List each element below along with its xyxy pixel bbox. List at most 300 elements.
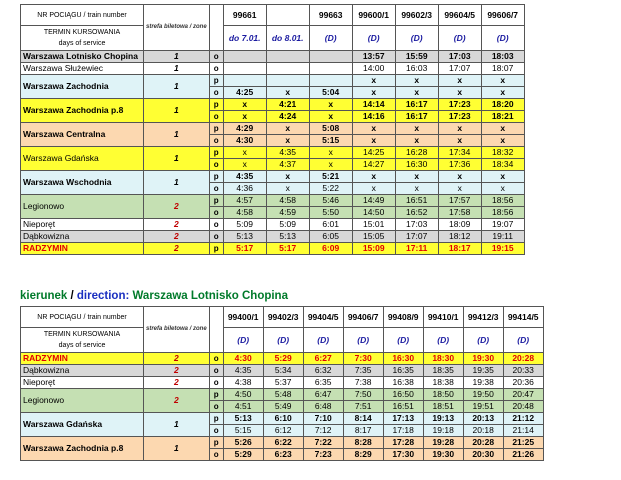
time-cell: 15:05 bbox=[352, 231, 395, 243]
time-cell bbox=[266, 75, 309, 87]
time-cell: 19:07 bbox=[481, 219, 524, 231]
train-number: 99414/5 bbox=[503, 307, 543, 328]
time-cell: x bbox=[309, 147, 352, 159]
time-cell: 17:57 bbox=[438, 195, 481, 207]
arrival-departure-marker: p bbox=[209, 195, 223, 207]
arrival-departure-marker: o bbox=[209, 87, 223, 99]
table-row bbox=[21, 63, 525, 75]
header-days-row bbox=[21, 328, 544, 353]
time-cell: 17:34 bbox=[438, 147, 481, 159]
time-cell: 18:50 bbox=[423, 389, 463, 401]
time-cell: x bbox=[352, 135, 395, 147]
days-of-service: do 8.01. bbox=[266, 26, 309, 51]
train-number: 99402/3 bbox=[263, 307, 303, 328]
time-cell: x bbox=[438, 135, 481, 147]
time-cell: 5:29 bbox=[263, 353, 303, 365]
time-cell: x bbox=[223, 99, 266, 111]
arrival-departure-marker: o bbox=[209, 231, 223, 243]
time-cell: 17:23 bbox=[438, 111, 481, 123]
time-cell: x bbox=[481, 87, 524, 99]
time-cell: x bbox=[438, 171, 481, 183]
time-cell: 15:09 bbox=[352, 243, 395, 255]
time-cell: 19:18 bbox=[423, 425, 463, 437]
train-number: 99661 bbox=[223, 5, 266, 26]
table-row bbox=[21, 413, 544, 425]
time-cell: 18:20 bbox=[481, 99, 524, 111]
days-of-service: (D) bbox=[503, 328, 543, 353]
station-name: RADZYMIN bbox=[21, 243, 144, 255]
time-cell: 8:29 bbox=[343, 449, 383, 461]
time-cell: 16:51 bbox=[395, 195, 438, 207]
time-cell: 13:57 bbox=[352, 51, 395, 63]
time-cell: 19:30 bbox=[463, 353, 503, 365]
zone-value: 1 bbox=[144, 413, 210, 437]
zone-header: strefa biletowa / zone bbox=[144, 307, 210, 353]
zone-value: 1 bbox=[144, 51, 210, 63]
time-cell: x bbox=[481, 171, 524, 183]
time-cell: x bbox=[395, 75, 438, 87]
time-cell: 5:13 bbox=[266, 231, 309, 243]
arrival-departure-marker: o bbox=[209, 365, 223, 377]
time-cell: 17:28 bbox=[383, 437, 423, 449]
time-cell: 16:17 bbox=[395, 111, 438, 123]
time-cell: 5:21 bbox=[309, 171, 352, 183]
arrival-departure-marker: p bbox=[209, 147, 223, 159]
time-cell: 8:17 bbox=[343, 425, 383, 437]
station-name: Warszawa Centralna bbox=[21, 123, 144, 147]
zone-header: strefa biletowa / zone bbox=[144, 5, 210, 51]
table-row bbox=[21, 377, 544, 389]
days-of-service: (D) bbox=[343, 328, 383, 353]
time-cell: 18:34 bbox=[481, 159, 524, 171]
time-cell: 14:14 bbox=[352, 99, 395, 111]
time-cell: 6:12 bbox=[263, 425, 303, 437]
time-cell: 5:15 bbox=[309, 135, 352, 147]
table-row bbox=[21, 353, 544, 365]
table-row bbox=[21, 389, 544, 401]
station-name: Legionowo bbox=[21, 195, 144, 219]
table-row bbox=[21, 51, 525, 63]
zone-value: 2 bbox=[144, 195, 210, 219]
arrival-departure-marker: o bbox=[209, 51, 223, 63]
days-label-pl: TERMIN KURSOWANIA bbox=[43, 331, 121, 338]
time-cell: 7:35 bbox=[343, 365, 383, 377]
time-cell: 4:29 bbox=[223, 123, 266, 135]
time-cell: 5:26 bbox=[223, 437, 263, 449]
train-number: 99663 bbox=[309, 5, 352, 26]
time-cell: 16:52 bbox=[395, 207, 438, 219]
time-cell: 19:30 bbox=[423, 449, 463, 461]
time-cell: 19:28 bbox=[423, 437, 463, 449]
station-name: Warszawa Gdańska bbox=[21, 413, 144, 437]
zone-value: 1 bbox=[144, 147, 210, 171]
time-cell: x bbox=[395, 183, 438, 195]
time-cell: 16:35 bbox=[383, 365, 423, 377]
zone-value: 1 bbox=[144, 99, 210, 123]
time-cell: x bbox=[481, 75, 524, 87]
time-cell: x bbox=[352, 75, 395, 87]
time-cell: 6:10 bbox=[263, 413, 303, 425]
time-cell: 21:14 bbox=[503, 425, 543, 437]
time-cell: 16:50 bbox=[383, 389, 423, 401]
time-cell: 5:29 bbox=[223, 449, 263, 461]
arrival-departure-marker: p bbox=[209, 389, 223, 401]
time-cell: 17:03 bbox=[438, 51, 481, 63]
table-row bbox=[21, 231, 525, 243]
arrival-departure-marker: o bbox=[209, 183, 223, 195]
time-cell: 8:28 bbox=[343, 437, 383, 449]
zone-value: 1 bbox=[144, 75, 210, 99]
time-cell: 6:47 bbox=[303, 389, 343, 401]
arrival-departure-marker: o bbox=[209, 135, 223, 147]
arrival-departure-marker: o bbox=[209, 111, 223, 123]
time-cell: 17:58 bbox=[438, 207, 481, 219]
arrival-departure-marker: o bbox=[209, 63, 223, 75]
time-cell: 4:35 bbox=[223, 365, 263, 377]
time-cell: x bbox=[266, 123, 309, 135]
table-row bbox=[21, 123, 525, 135]
time-cell: 7:30 bbox=[343, 353, 383, 365]
station-name: Warszawa Wschodnia bbox=[21, 171, 144, 195]
zone-value: 2 bbox=[144, 389, 210, 413]
time-cell: x bbox=[223, 147, 266, 159]
train-number bbox=[266, 5, 309, 26]
days-of-service: (D) bbox=[352, 26, 395, 51]
time-cell: x bbox=[309, 99, 352, 111]
time-cell: 18:32 bbox=[481, 147, 524, 159]
days-of-service: (D) bbox=[481, 26, 524, 51]
time-cell: 6:23 bbox=[263, 449, 303, 461]
time-cell: 14:25 bbox=[352, 147, 395, 159]
table-row bbox=[21, 365, 544, 377]
time-cell: x bbox=[309, 111, 352, 123]
days-of-service: (D) bbox=[438, 26, 481, 51]
time-cell: x bbox=[352, 183, 395, 195]
zone-value: 1 bbox=[144, 171, 210, 195]
time-cell: 4:38 bbox=[223, 377, 263, 389]
time-cell: 4:35 bbox=[266, 147, 309, 159]
time-cell: x bbox=[395, 123, 438, 135]
train-number: 99406/7 bbox=[343, 307, 383, 328]
time-cell: x bbox=[438, 75, 481, 87]
train-number: 99404/5 bbox=[303, 307, 343, 328]
table-row bbox=[21, 243, 525, 255]
time-cell: x bbox=[395, 135, 438, 147]
time-cell: 5:08 bbox=[309, 123, 352, 135]
time-cell: 18:56 bbox=[481, 207, 524, 219]
zone-value: 2 bbox=[144, 377, 210, 389]
time-cell: 20:36 bbox=[503, 377, 543, 389]
time-cell: 20:28 bbox=[463, 437, 503, 449]
station-name: Warszawa Zachodnia p.8 bbox=[21, 437, 144, 461]
time-cell: 19:38 bbox=[463, 377, 503, 389]
time-cell: 6:01 bbox=[309, 219, 352, 231]
time-cell: x bbox=[438, 183, 481, 195]
station-name: Nieporęt bbox=[21, 219, 144, 231]
days-of-service: (D) bbox=[395, 26, 438, 51]
time-cell: 4:51 bbox=[223, 401, 263, 413]
station-name: Warszawa Zachodnia bbox=[21, 75, 144, 99]
time-cell: 17:18 bbox=[383, 425, 423, 437]
time-cell: 5:37 bbox=[263, 377, 303, 389]
arrival-departure-marker: p bbox=[209, 243, 223, 255]
zone-value: 2 bbox=[144, 243, 210, 255]
train-number: 99602/3 bbox=[395, 5, 438, 26]
time-cell: 7:10 bbox=[303, 413, 343, 425]
time-cell: 5:17 bbox=[266, 243, 309, 255]
time-cell: 17:23 bbox=[438, 99, 481, 111]
time-cell: x bbox=[481, 135, 524, 147]
time-cell: 4:36 bbox=[223, 183, 266, 195]
time-cell: 5:13 bbox=[223, 231, 266, 243]
direction-heading bbox=[20, 290, 288, 302]
station-name: Warszawa Zachodnia p.8 bbox=[21, 99, 144, 123]
days-of-service-label bbox=[21, 26, 144, 51]
time-cell: 5:46 bbox=[309, 195, 352, 207]
time-cell: 5:15 bbox=[223, 425, 263, 437]
time-cell: 17:30 bbox=[383, 449, 423, 461]
time-cell: 17:07 bbox=[438, 63, 481, 75]
time-cell: 7:51 bbox=[343, 401, 383, 413]
time-cell bbox=[223, 75, 266, 87]
time-cell: 19:35 bbox=[463, 365, 503, 377]
arrival-departure-marker: o bbox=[209, 377, 223, 389]
time-cell bbox=[223, 51, 266, 63]
timetable-to-radzymin bbox=[20, 4, 525, 255]
zone-value: 2 bbox=[144, 365, 210, 377]
time-cell: x bbox=[223, 159, 266, 171]
time-cell: 5:04 bbox=[309, 87, 352, 99]
table-row bbox=[21, 219, 525, 231]
time-cell: 14:49 bbox=[352, 195, 395, 207]
arrival-departure-marker: o bbox=[209, 207, 223, 219]
time-cell: 20:48 bbox=[503, 401, 543, 413]
time-cell: 5:13 bbox=[223, 413, 263, 425]
time-cell: 5:48 bbox=[263, 389, 303, 401]
time-cell: 14:50 bbox=[352, 207, 395, 219]
time-cell: 18:07 bbox=[481, 63, 524, 75]
time-cell: 17:36 bbox=[438, 159, 481, 171]
time-cell: 4:35 bbox=[223, 171, 266, 183]
days-of-service: (D) bbox=[223, 328, 263, 353]
zone-value: 2 bbox=[144, 353, 210, 365]
time-cell: 4:58 bbox=[266, 195, 309, 207]
time-cell bbox=[266, 51, 309, 63]
time-cell: 20:13 bbox=[463, 413, 503, 425]
time-cell: 17:11 bbox=[395, 243, 438, 255]
time-cell: 7:38 bbox=[343, 377, 383, 389]
station-name: Warszawa Służewiec bbox=[21, 63, 144, 75]
time-cell: x bbox=[223, 111, 266, 123]
time-cell: 14:27 bbox=[352, 159, 395, 171]
train-number-label: NR POCIĄGU / train number bbox=[21, 5, 144, 26]
train-number: 99606/7 bbox=[481, 5, 524, 26]
table-row bbox=[21, 75, 525, 87]
station-name: Dąbkowizna bbox=[21, 231, 144, 243]
time-cell: 18:38 bbox=[423, 377, 463, 389]
time-cell: 15:59 bbox=[395, 51, 438, 63]
po-header bbox=[209, 5, 223, 51]
time-cell: 4:58 bbox=[223, 207, 266, 219]
time-cell: x bbox=[266, 135, 309, 147]
time-cell: 18:21 bbox=[481, 111, 524, 123]
time-cell: 20:28 bbox=[503, 353, 543, 365]
station-name: Nieporęt bbox=[21, 377, 144, 389]
zone-value: 2 bbox=[144, 231, 210, 243]
time-cell: 17:13 bbox=[383, 413, 423, 425]
time-cell: 18:35 bbox=[423, 365, 463, 377]
zone-value: 1 bbox=[144, 63, 210, 75]
time-cell: 6:27 bbox=[303, 353, 343, 365]
time-cell: 16:03 bbox=[395, 63, 438, 75]
time-cell: 7:22 bbox=[303, 437, 343, 449]
train-number: 99400/1 bbox=[223, 307, 263, 328]
station-name: Dąbkowizna bbox=[21, 365, 144, 377]
time-cell: x bbox=[266, 183, 309, 195]
time-cell: 18:03 bbox=[481, 51, 524, 63]
time-cell: 21:26 bbox=[503, 449, 543, 461]
arrival-departure-marker: p bbox=[209, 437, 223, 449]
header-train-row bbox=[21, 5, 525, 26]
time-cell: 5:09 bbox=[266, 219, 309, 231]
days-of-service: do 7.01. bbox=[223, 26, 266, 51]
time-cell: 4:59 bbox=[266, 207, 309, 219]
time-cell: 14:16 bbox=[352, 111, 395, 123]
time-cell: x bbox=[266, 171, 309, 183]
time-cell: x bbox=[481, 123, 524, 135]
station-name: Warszawa Lotnisko Chopina bbox=[21, 51, 144, 63]
time-cell: 4:25 bbox=[223, 87, 266, 99]
days-label-pl: TERMIN KURSOWANIA bbox=[43, 29, 121, 36]
time-cell: 19:50 bbox=[463, 389, 503, 401]
days-of-service-label bbox=[21, 328, 144, 353]
time-cell: 17:03 bbox=[395, 219, 438, 231]
time-cell bbox=[223, 63, 266, 75]
direction-word: direction: bbox=[76, 290, 130, 302]
time-cell: 18:17 bbox=[438, 243, 481, 255]
arrival-departure-marker: o bbox=[209, 219, 223, 231]
time-cell bbox=[266, 63, 309, 75]
days-of-service: (D) bbox=[309, 26, 352, 51]
time-cell: 6:48 bbox=[303, 401, 343, 413]
days-label-en: days of service bbox=[58, 342, 106, 349]
time-cell: 6:09 bbox=[309, 243, 352, 255]
days-label-en: days of service bbox=[58, 40, 106, 47]
time-cell: 20:18 bbox=[463, 425, 503, 437]
arrival-departure-marker: o bbox=[209, 159, 223, 171]
time-cell: 20:30 bbox=[463, 449, 503, 461]
time-cell: 14:00 bbox=[352, 63, 395, 75]
time-cell: x bbox=[309, 159, 352, 171]
days-of-service: (D) bbox=[383, 328, 423, 353]
time-cell: 7:50 bbox=[343, 389, 383, 401]
time-cell: x bbox=[438, 87, 481, 99]
time-cell: 19:13 bbox=[423, 413, 463, 425]
time-cell: 19:15 bbox=[481, 243, 524, 255]
time-cell: 16:17 bbox=[395, 99, 438, 111]
direction-destination: Warszawa Lotnisko Chopina bbox=[132, 290, 288, 302]
arrival-departure-marker: o bbox=[209, 449, 223, 461]
time-cell: 18:56 bbox=[481, 195, 524, 207]
time-cell: 16:51 bbox=[383, 401, 423, 413]
timetable-to-airport bbox=[20, 306, 544, 461]
time-cell: x bbox=[395, 171, 438, 183]
train-number: 99412/3 bbox=[463, 307, 503, 328]
time-cell: x bbox=[481, 183, 524, 195]
days-of-service: (D) bbox=[463, 328, 503, 353]
zone-value: 1 bbox=[144, 437, 210, 461]
time-cell: 4:37 bbox=[266, 159, 309, 171]
direction-slash: / bbox=[67, 290, 77, 302]
arrival-departure-marker: p bbox=[209, 123, 223, 135]
time-cell: 5:49 bbox=[263, 401, 303, 413]
time-cell: 20:47 bbox=[503, 389, 543, 401]
time-cell: x bbox=[438, 123, 481, 135]
arrival-departure-marker: p bbox=[209, 99, 223, 111]
time-cell: 5:17 bbox=[223, 243, 266, 255]
train-number: 99408/9 bbox=[383, 307, 423, 328]
train-number: 99410/1 bbox=[423, 307, 463, 328]
time-cell: 18:30 bbox=[423, 353, 463, 365]
time-cell: 4:57 bbox=[223, 195, 266, 207]
time-cell: 4:30 bbox=[223, 135, 266, 147]
time-cell: 18:09 bbox=[438, 219, 481, 231]
time-cell: 19:11 bbox=[481, 231, 524, 243]
days-of-service: (D) bbox=[423, 328, 463, 353]
time-cell: x bbox=[352, 87, 395, 99]
train-number: 99600/1 bbox=[352, 5, 395, 26]
arrival-departure-marker: o bbox=[209, 425, 223, 437]
days-of-service: (D) bbox=[303, 328, 343, 353]
time-cell bbox=[309, 51, 352, 63]
time-cell: 6:22 bbox=[263, 437, 303, 449]
arrival-departure-marker: o bbox=[209, 401, 223, 413]
time-cell: 16:28 bbox=[395, 147, 438, 159]
train-number-label: NR POCIĄGU / train number bbox=[21, 307, 144, 328]
time-cell bbox=[309, 63, 352, 75]
time-cell: x bbox=[266, 87, 309, 99]
time-cell: 21:12 bbox=[503, 413, 543, 425]
time-cell: 5:22 bbox=[309, 183, 352, 195]
zone-value: 2 bbox=[144, 219, 210, 231]
time-cell: 19:51 bbox=[463, 401, 503, 413]
time-cell: 18:12 bbox=[438, 231, 481, 243]
time-cell: 20:33 bbox=[503, 365, 543, 377]
time-cell: x bbox=[352, 171, 395, 183]
header-days-row bbox=[21, 26, 525, 51]
arrival-departure-marker: o bbox=[209, 353, 223, 365]
station-name: Warszawa Gdańska bbox=[21, 147, 144, 171]
arrival-departure-marker: p bbox=[209, 75, 223, 87]
table-row bbox=[21, 99, 525, 111]
time-cell: 4:21 bbox=[266, 99, 309, 111]
train-number: 99604/5 bbox=[438, 5, 481, 26]
time-cell: x bbox=[395, 87, 438, 99]
time-cell bbox=[309, 75, 352, 87]
time-cell: 16:30 bbox=[395, 159, 438, 171]
zone-value: 1 bbox=[144, 123, 210, 147]
time-cell: 6:05 bbox=[309, 231, 352, 243]
time-cell: 7:12 bbox=[303, 425, 343, 437]
time-cell: 16:38 bbox=[383, 377, 423, 389]
time-cell: 15:01 bbox=[352, 219, 395, 231]
time-cell: 5:09 bbox=[223, 219, 266, 231]
table-row bbox=[21, 195, 525, 207]
arrival-departure-marker: p bbox=[209, 413, 223, 425]
time-cell: 5:34 bbox=[263, 365, 303, 377]
time-cell: 21:25 bbox=[503, 437, 543, 449]
arrival-departure-marker: p bbox=[209, 171, 223, 183]
